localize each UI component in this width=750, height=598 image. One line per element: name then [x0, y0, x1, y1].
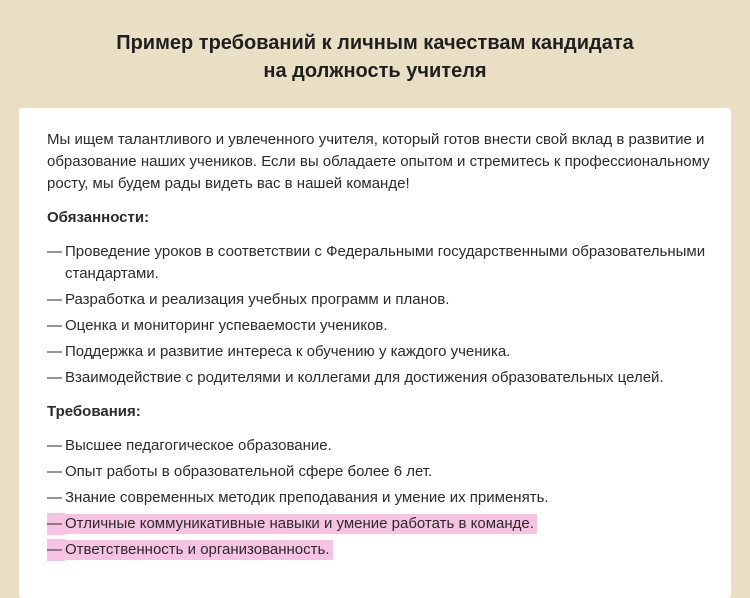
intro-paragraph: Мы ищем талантливого и увлеченного учителя, который готов внести свой вклад в развитие и образование наших учеников. Если вы обладаете опытом и стремитесь к профессиональному росту, мы будем рады видеть вас в нашей команде!: [47, 131, 710, 192]
page-title-line-1: Пример требований к личным качествам кандидата: [116, 32, 634, 54]
requirements-list: [47, 435, 717, 561]
duty-text: Проведение уроков в соответствии с Федеральными государственными образовательными стандартами.: [65, 243, 706, 282]
dash-bullet-icon: —: [47, 437, 62, 454]
requirement-text-highlighted: Ответственность и организованность.: [65, 540, 333, 560]
duty-item: [47, 241, 717, 285]
dash-bullet-icon: —: [47, 513, 65, 535]
requirement-item: [47, 487, 717, 509]
dash-bullet-icon: —: [47, 489, 62, 506]
duty-text: Разработка и реализация учебных программ и планов.: [65, 291, 450, 308]
dash-bullet-icon: —: [47, 369, 62, 386]
duties-list: [47, 241, 717, 389]
requirement-item-highlighted: [47, 513, 717, 535]
duty-text: Поддержка и развитие интереса к обучению у каждого ученика.: [65, 343, 511, 360]
requirement-text: Высшее педагогическое образование.: [65, 437, 332, 454]
requirement-text: Опыт работы в образовательной сфере более 6 лет.: [65, 463, 433, 480]
requirement-text-highlighted: Отличные коммуникативные навыки и умение работать в команде.: [65, 514, 537, 534]
duty-text: Взаимодействие с родителями и коллегами для достижения образовательных целей.: [65, 369, 664, 386]
dash-bullet-icon: —: [47, 463, 62, 480]
requirement-item-highlighted: [47, 539, 717, 561]
dash-bullet-icon: —: [47, 243, 62, 260]
job-description-card: [19, 108, 731, 598]
duty-item: [47, 341, 717, 363]
job-description-content: [47, 129, 717, 573]
duties-heading: Обязанности:: [47, 209, 150, 226]
page-title-line-2: на должность учителя: [263, 60, 487, 82]
dash-bullet-icon: —: [47, 343, 62, 360]
dash-bullet-icon: —: [47, 317, 62, 334]
page-title: [0, 29, 750, 85]
duty-item: [47, 367, 717, 389]
requirement-item: [47, 461, 717, 483]
requirement-text: Знание современных методик преподавания и умение их применять.: [65, 489, 549, 506]
duty-item: [47, 289, 717, 311]
duty-item: [47, 315, 717, 337]
dash-bullet-icon: —: [47, 291, 62, 308]
dash-bullet-icon: —: [47, 539, 65, 561]
requirement-item: [47, 435, 717, 457]
duty-text: Оценка и мониторинг успеваемости учеников.: [65, 317, 388, 334]
requirements-heading: Требования:: [47, 403, 141, 420]
